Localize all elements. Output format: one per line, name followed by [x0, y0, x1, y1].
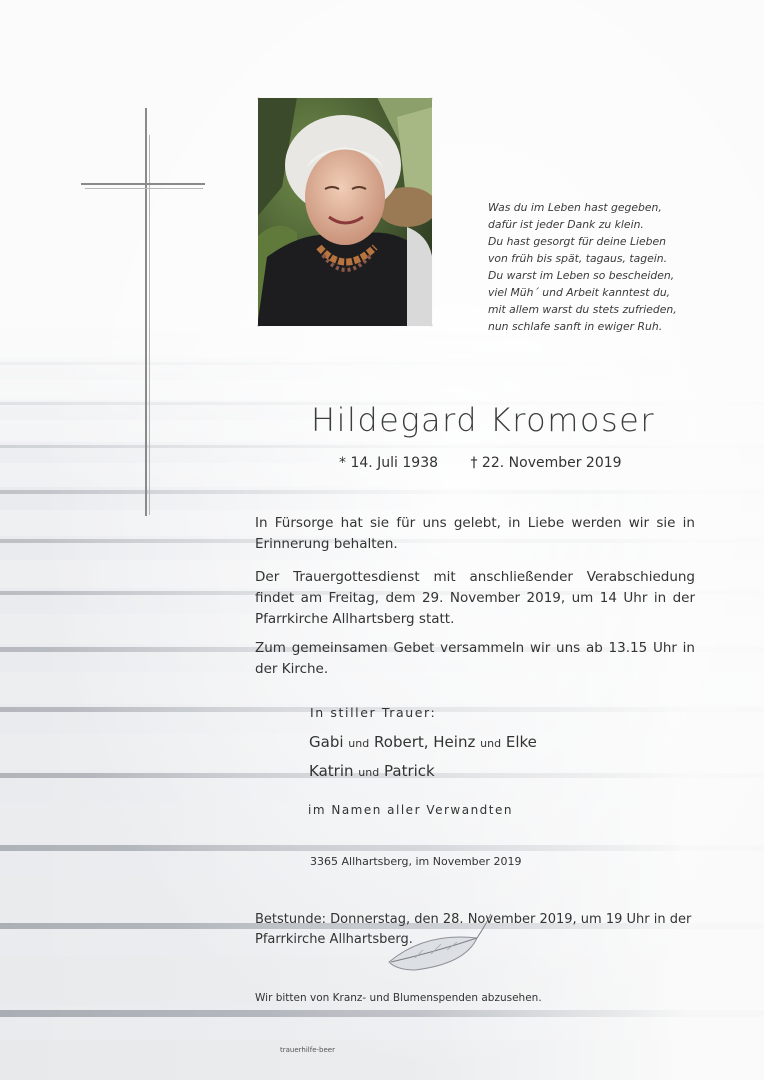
family-line — [309, 733, 537, 751]
prayer-paragraph: Zum gemeinsamen Gebet versammeln wir uns ab 13.15 Uhr in der Kirche. — [255, 640, 695, 677]
poem-line: von früh bis spät, tagaus, tagein. — [488, 252, 668, 265]
portrait-photo — [257, 97, 433, 327]
poem-line: mit allem warst du stets zufrieden, — [488, 303, 677, 316]
family-name: Elke — [505, 733, 537, 751]
relatives-line: im Namen aller Verwandten — [308, 803, 513, 817]
mourners-title: In stiller Trauer: — [310, 705, 437, 720]
death-date: † 22. November 2019 — [470, 455, 622, 471]
family-name: Gabi — [309, 733, 344, 751]
place-date: 3365 Allhartsberg, im November 2019 — [310, 855, 522, 868]
family-conjunction: und — [358, 766, 380, 779]
poem-line: dafür ist jeder Dank zu klein. — [488, 218, 644, 231]
birth-date: * 14. Juli 1938 — [339, 455, 439, 471]
service-paragraph: Der Trauergottesdienst mit anschließender Verabschiedung findet am Freitag, dem 29. November 2019, um 14 Uhr in der Pfarrkirche Allhartsberg statt. — [255, 569, 695, 627]
poem-line: Was du im Leben hast gegeben, — [488, 201, 662, 214]
poem-line: Du hast gesorgt für deine Lieben — [488, 235, 666, 248]
poem — [488, 199, 688, 335]
poem-line: viel Müh´ und Arbeit kanntest du, — [488, 286, 671, 299]
family-conjunction: und — [480, 737, 502, 750]
memorial-paragraph: In Fürsorge hat sie für uns gelebt, in Liebe werden wir sie in Erinnerung behalten. — [255, 515, 695, 552]
poem-line: nun schlafe sanft in ewiger Ruh. — [488, 320, 663, 333]
flowers-note: Wir bitten von Kranz- und Blumenspenden abzusehen. — [255, 992, 542, 1004]
deceased-name: Hildegard Kromoser — [311, 401, 656, 439]
family-name: Patrick — [384, 762, 435, 780]
betstunde-note: Betstunde: Donnerstag, den 28. November 2019, um 19 Uhr in der Pfarrkirche Allhartsberg. — [255, 912, 692, 947]
family-conjunction: und — [348, 737, 370, 750]
family-line — [309, 762, 435, 780]
life-dates — [339, 455, 622, 471]
family-name: Katrin — [309, 762, 354, 780]
poem-line: Du warst im Leben so bescheiden, — [488, 269, 675, 282]
footer-credit: trauerhilfe-beer — [280, 1046, 335, 1054]
family-name: Robert, Heinz — [374, 733, 476, 751]
